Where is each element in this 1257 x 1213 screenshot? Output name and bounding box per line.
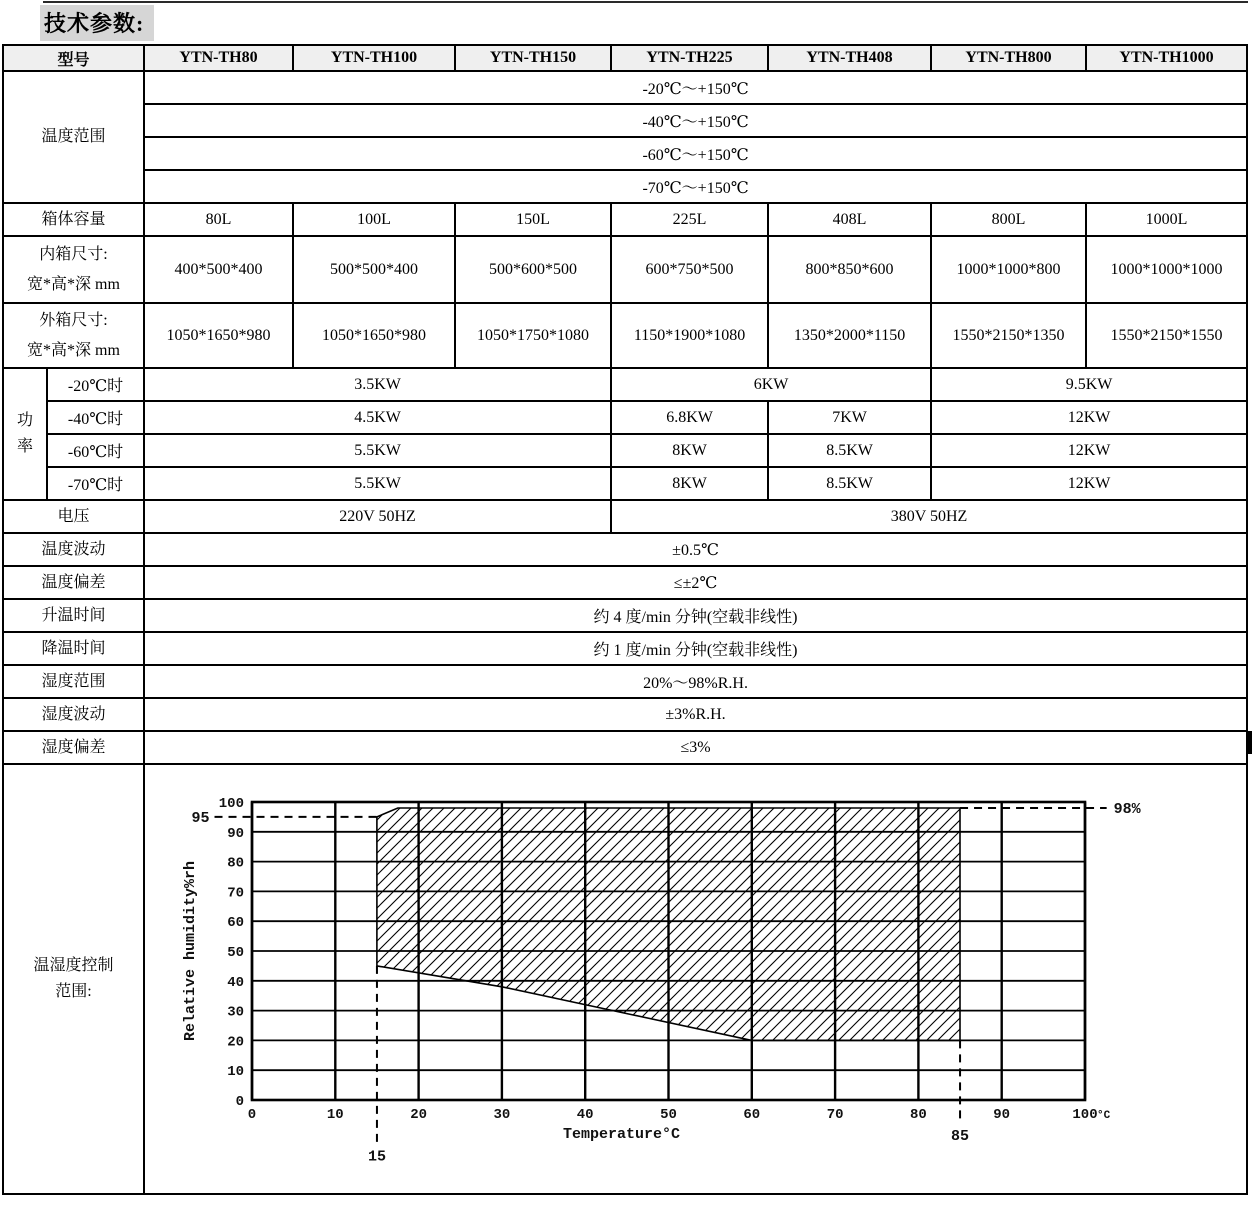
svg-text:10: 10: [227, 1064, 245, 1081]
header-row: [3, 45, 1247, 71]
outer-size-value: 1050*1650*980: [144, 303, 293, 368]
power-value: 6KW: [611, 368, 931, 401]
outer-size-label-line2: 宽*高*深 mm: [27, 341, 120, 359]
outer-size-value: 1050*1650*980: [293, 303, 455, 368]
power-condition: -70℃时: [47, 467, 144, 500]
temp-range-value: -40℃～+150℃: [144, 104, 1247, 137]
inner-size-value: 500*600*500: [455, 236, 611, 303]
svg-text:40: 40: [576, 1107, 594, 1123]
humidity-temperature-chart: [145, 766, 1245, 1192]
humidity-fluctuation-row: [3, 698, 1247, 731]
inner-size-value: 400*500*400: [144, 236, 293, 303]
chart-cell: [144, 764, 1247, 1194]
power-label-char: 功: [16, 412, 33, 429]
row-label: 升温时间: [3, 599, 144, 632]
row-label: 湿度波动: [3, 698, 144, 731]
power-row: [3, 434, 1247, 467]
temp-range-row: [3, 104, 1247, 137]
outer-size-label: [3, 303, 144, 368]
inner-size-row: [3, 236, 1247, 303]
svg-text:0: 0: [247, 1107, 257, 1123]
temp-range-row: [3, 71, 1247, 104]
svg-text:°C: °C: [1097, 1110, 1111, 1122]
temp-fluctuation-row: [3, 533, 1247, 566]
row-label: 降温时间: [3, 632, 144, 665]
row-value: 约 1 度/min 分钟(空载非线性): [144, 632, 1247, 665]
inner-size-value: 600*750*500: [611, 236, 768, 303]
power-value: 5.5KW: [144, 467, 611, 500]
outer-size-value: 1050*1750*1080: [455, 303, 611, 368]
outer-size-row: [3, 303, 1247, 368]
power-row: [3, 368, 1247, 401]
model-label-cell: 型号: [3, 45, 144, 71]
row-value: ≤±2℃: [144, 566, 1247, 599]
voltage-value: 220V 50HZ: [144, 500, 611, 533]
svg-text:50: 50: [227, 945, 245, 961]
svg-text:98%: 98%: [1113, 800, 1141, 818]
svg-text:30: 30: [227, 1004, 245, 1021]
power-condition: -20℃时: [47, 368, 144, 401]
svg-text:70: 70: [227, 885, 245, 902]
svg-text:50: 50: [660, 1107, 677, 1123]
row-value: ≤3%: [144, 731, 1247, 764]
cool-down-time-row: [3, 632, 1247, 665]
model-cell: YTN-TH150: [455, 45, 611, 71]
power-value: 12KW: [931, 434, 1247, 467]
row-label: 温度偏差: [3, 566, 144, 599]
svg-text:0: 0: [235, 1094, 245, 1110]
power-value: 8KW: [611, 434, 768, 467]
chart-row-label: [3, 764, 144, 1194]
temp-range-value: -20℃～+150℃: [144, 71, 1247, 104]
power-value: 8.5KW: [768, 434, 931, 467]
power-value: 12KW: [931, 401, 1247, 434]
svg-text:100: 100: [218, 796, 245, 812]
power-value: 8KW: [611, 467, 768, 500]
model-cell: YTN-TH800: [931, 45, 1086, 71]
svg-text:95: 95: [191, 809, 210, 827]
capacity-value: 100L: [293, 203, 455, 236]
row-label: 湿度偏差: [3, 731, 144, 764]
capacity-label: 箱体容量: [3, 203, 144, 236]
svg-text:90: 90: [993, 1107, 1011, 1123]
row-value: 约 4 度/min 分钟(空载非线性): [144, 599, 1247, 632]
outer-size-label-line1: 外箱尺寸:: [39, 311, 108, 329]
temp-range-row: [3, 170, 1247, 203]
power-value: 5.5KW: [144, 434, 611, 467]
operable-temperature-humidity-area: [377, 808, 960, 1040]
top-border-line: [43, 1, 1248, 3]
temp-range-row: [3, 137, 1247, 170]
svg-text:10: 10: [326, 1107, 344, 1123]
chart-row-label-line2: 范围:: [55, 983, 92, 1000]
svg-text:Temperature°C: Temperature°C: [563, 1126, 681, 1143]
inner-size-value: 1000*1000*1000: [1086, 236, 1247, 303]
svg-text:20: 20: [410, 1107, 428, 1123]
svg-text:90: 90: [227, 825, 245, 842]
svg-text:30: 30: [493, 1107, 511, 1123]
spec-table: [2, 44, 1248, 1195]
row-label: 湿度范围: [3, 665, 144, 698]
power-value: 12KW: [931, 467, 1247, 500]
svg-text:20: 20: [227, 1034, 245, 1051]
inner-size-label-line1: 内箱尺寸:: [39, 245, 108, 263]
humidity-deviation-row: [3, 731, 1247, 764]
power-row: [3, 401, 1247, 434]
capacity-value: 408L: [768, 203, 931, 236]
inner-size-label: [3, 236, 144, 303]
power-value: 4.5KW: [144, 401, 611, 434]
row-label: 温度波动: [3, 533, 144, 566]
capacity-value: 1000L: [1086, 203, 1247, 236]
power-row: [3, 467, 1247, 500]
voltage-row: [3, 500, 1247, 533]
svg-text:80: 80: [910, 1107, 927, 1123]
model-cell: YTN-TH80: [144, 45, 293, 71]
outer-size-value: 1150*1900*1080: [611, 303, 768, 368]
svg-text:100: 100: [1072, 1107, 1098, 1123]
temp-range-label: 温度范围: [3, 71, 144, 203]
capacity-value: 150L: [455, 203, 611, 236]
humidity-range-row: [3, 665, 1247, 698]
model-cell: YTN-TH408: [768, 45, 931, 71]
temp-deviation-row: [3, 566, 1247, 599]
capacity-value: 225L: [611, 203, 768, 236]
inner-size-label-line2: 宽*高*深 mm: [27, 275, 120, 293]
svg-text:40: 40: [227, 974, 245, 991]
chart-row: [3, 764, 1247, 1194]
row-value: 20%～98%R.H.: [144, 665, 1247, 698]
svg-text:80: 80: [227, 855, 245, 872]
capacity-value: 80L: [144, 203, 293, 236]
outer-size-value: 1550*2150*1350: [931, 303, 1086, 368]
capacity-value: 800L: [931, 203, 1086, 236]
chart-row-label-line1: 温湿度控制: [33, 957, 114, 974]
row-value: ±0.5℃: [144, 533, 1247, 566]
inner-size-value: 500*500*400: [293, 236, 455, 303]
power-label: [3, 368, 47, 500]
outer-size-value: 1550*2150*1550: [1086, 303, 1247, 368]
heat-up-time-row: [3, 599, 1247, 632]
voltage-label: 电压: [3, 500, 144, 533]
power-condition: -40℃时: [47, 401, 144, 434]
svg-text:70: 70: [826, 1107, 844, 1123]
inner-size-value: 800*850*600: [768, 236, 931, 303]
power-value: 3.5KW: [144, 368, 611, 401]
svg-text:60: 60: [743, 1107, 761, 1123]
outer-size-value: 1350*2000*1150: [768, 303, 931, 368]
model-cell: YTN-TH1000: [1086, 45, 1247, 71]
svg-text:60: 60: [227, 915, 245, 932]
power-value: 8.5KW: [768, 467, 931, 500]
capacity-row: [3, 203, 1247, 236]
svg-text:85: 85: [951, 1127, 970, 1145]
row-value: ±3%R.H.: [144, 698, 1247, 731]
svg-text:15: 15: [367, 1148, 386, 1166]
power-label-char: 率: [16, 438, 33, 455]
voltage-value: 380V 50HZ: [611, 500, 1247, 533]
power-value: 6.8KW: [611, 401, 768, 434]
model-cell: YTN-TH100: [293, 45, 455, 71]
model-cell: YTN-TH225: [611, 45, 768, 71]
temp-range-value: -70℃～+150℃: [144, 170, 1247, 203]
power-condition: -60℃时: [47, 434, 144, 467]
power-value: 7KW: [768, 401, 931, 434]
page-title: 技术参数:: [40, 5, 154, 41]
svg-text:Relative humidity%rh: Relative humidity%rh: [182, 860, 200, 1042]
power-value: 9.5KW: [931, 368, 1247, 401]
temp-range-value: -60℃～+150℃: [144, 137, 1247, 170]
inner-size-value: 1000*1000*800: [931, 236, 1086, 303]
